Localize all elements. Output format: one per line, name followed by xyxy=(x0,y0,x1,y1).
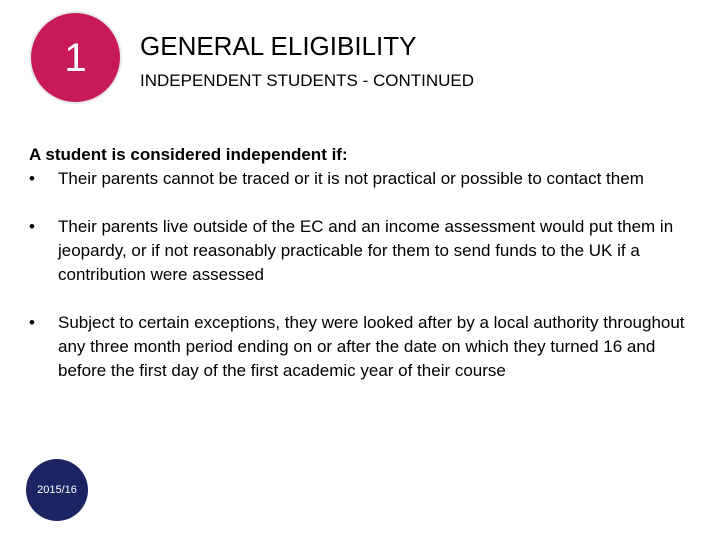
criteria-item xyxy=(29,311,704,383)
slide-title: GENERAL ELIGIBILITY xyxy=(140,31,417,61)
criteria-item xyxy=(29,215,704,287)
criteria-list xyxy=(29,167,704,383)
criteria-text: Subject to certain exceptions, they were looked after by a local authority throughout any three month period ending on or after the date on which they turned 16 and before the first day of the first academic year of their course xyxy=(58,313,685,380)
academic-year-badge: 2015/16 xyxy=(26,459,88,521)
bullet-icon: • xyxy=(29,313,35,332)
section-number-badge: 1 xyxy=(31,13,120,102)
intro-text: A student is considered independent if: xyxy=(29,145,348,164)
criteria-text: Their parents cannot be traced or it is not practical or possible to contact them xyxy=(58,169,644,188)
bullet-icon: • xyxy=(29,169,35,188)
slide-subtitle: INDEPENDENT STUDENTS - CONTINUED xyxy=(140,71,475,90)
criteria-text: Their parents live outside of the EC and an income assessment would put them in jeopardy, or if not reasonably practicable for them to send funds to the UK if a contribution were assessed xyxy=(58,217,674,284)
criteria-item xyxy=(29,167,704,191)
slide-content xyxy=(29,143,704,383)
bullet-icon: • xyxy=(29,217,35,236)
